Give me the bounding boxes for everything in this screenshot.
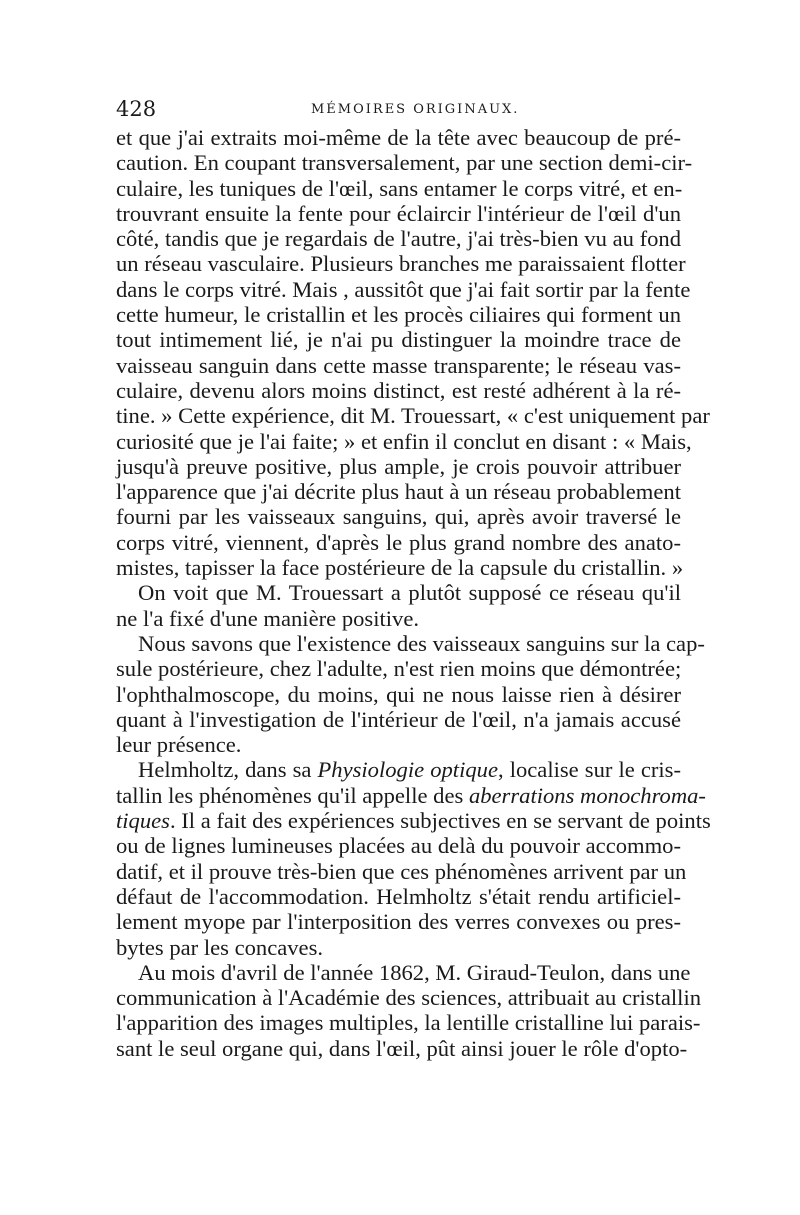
text-line: Nous savons que l'existence des vaisseaux sanguins sur la cap-	[138, 630, 705, 656]
paragraph	[116, 757, 711, 960]
text-line: fourni par les vaisseaux sanguins, qui, après avoir traversé le	[116, 504, 681, 530]
text-line: jusqu'à preuve positive, plus ample, je crois pouvoir attribuer	[116, 453, 681, 479]
text-line: et que j'ai extraits moi-même de la tête avec beaucoup de pré-	[116, 125, 681, 150]
text-line: curiosité que je l'ai faite; » et enfin il conclut en disant : « Mais,	[116, 428, 692, 454]
text-line: dans le corps vitré. Mais , aussitôt que j'ai fait sortir par la fente	[116, 276, 691, 302]
text-line: culaire, les tuniques de l'œil, sans entamer le corps vitré, et en-	[116, 175, 683, 201]
paragraph	[116, 580, 681, 631]
paragraph	[116, 959, 702, 1061]
text-line: Helmholtz, dans sa Physiologie optique, localise sur le cris-	[138, 757, 681, 783]
text-line: ou de lignes lumineuses placées au delà du pouvoir accommo-	[116, 833, 681, 859]
text-line: l'apparence que j'ai décrite plus haut à un réseau probablement	[116, 479, 681, 505]
page-header	[116, 96, 681, 124]
text-line: cette humeur, le cristallin et les procès ciliaires qui forment un	[116, 302, 681, 328]
italic-text: Physiologie optique	[317, 757, 498, 783]
text-line: ne l'a fixé d'une manière positive.	[116, 605, 420, 631]
paragraph	[116, 125, 710, 581]
text-line: tine. » Cette expérience, dit M. Trouessart, « c'est uniquement par	[116, 403, 710, 429]
text-line: côté, tandis que je regardais de l'autre, j'ai très-bien vu au fond	[116, 226, 681, 252]
text-line: caution. En coupant transversalement, par une section demi-cir-	[116, 150, 693, 176]
page-number: 428	[116, 97, 157, 121]
text-line: tiques. Il a fait des expériences subjectives en se servant de points	[116, 808, 711, 834]
text-line: sule postérieure, chez l'adulte, n'est rien moins que démontrée;	[116, 656, 682, 682]
text-line: tout intimement lié, je n'ai pu distinguer la moindre trace de	[116, 327, 681, 353]
text-line: un réseau vasculaire. Plusieurs branches me paraissaient flotter	[116, 251, 686, 277]
text-line: trouvrant ensuite la fente pour éclaircir l'intérieur de l'œil d'un	[116, 200, 681, 226]
text-line: sant le seul organe qui, dans l'œil, pût ainsi jouer le rôle d'opto-	[116, 1035, 688, 1061]
text-line: mistes, tapisser la face postérieure de la capsule du cristallin. »	[116, 555, 684, 581]
text-line: l'ophthalmoscope, du moins, qui ne nous laisse rien à désirer	[116, 681, 681, 707]
text-line: vaisseau sanguin dans cette masse transparente; le réseau vas-	[116, 352, 681, 378]
text-line: Au mois d'avril de l'année 1862, M. Giraud-Teulon, dans une	[138, 959, 691, 985]
text-line: communication à l'Académie des sciences, attribuait au cristallin	[116, 985, 702, 1011]
text-line: culaire, devenu alors moins distinct, est resté adhérent à la ré-	[116, 377, 681, 403]
body-text	[116, 125, 711, 1061]
text-line: On voit que M. Trouessart a plutôt supposé ce réseau qu'il	[138, 580, 681, 606]
running-title: MÉMOIRES ORIGINAUX.	[311, 102, 520, 117]
text-line: quant à l'investigation de l'intérieur de l'œil, n'a jamais accusé	[116, 706, 681, 732]
text-line: corps vitré, viennent, d'après le plus grand nombre des anato-	[116, 529, 681, 555]
italic-text: tiques	[116, 808, 170, 834]
text-line: datif, et il prouve très-bien que ces phénomènes arrivent par un	[116, 858, 687, 884]
paragraph	[116, 630, 705, 758]
text-line: lement myope par l'interposition des verres convexes ou pres-	[116, 909, 681, 935]
text-line: défaut de l'accommodation. Helmholtz s'était rendu artificiel-	[116, 883, 681, 909]
text-line: leur présence.	[116, 732, 242, 758]
text-line: l'apparition des images multiples, la lentille cristalline lui parais-	[116, 1010, 701, 1036]
text-line: bytes par les concaves.	[116, 934, 324, 960]
text-line: tallin les phénomènes qu'il appelle des aberrations monochroma-	[116, 782, 706, 808]
italic-text: aberrations monochroma-	[468, 782, 706, 808]
